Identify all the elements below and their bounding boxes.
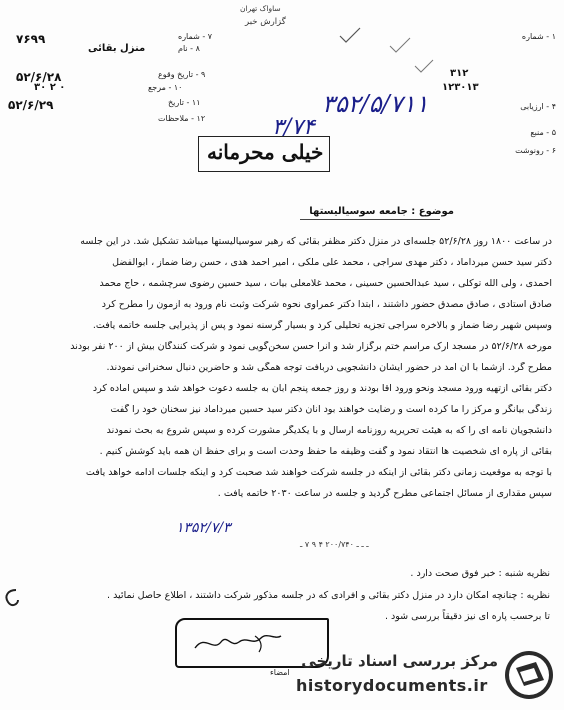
meta-label: ۶ - رونوشت — [515, 146, 556, 155]
meta-label: ۱۲ - ملاحظات — [158, 114, 206, 123]
body-line: دانشجویان نامه ای را که به هیئت تحریریه روزنامه ارسال و با یکدیگر مشورت کرده و سپس شروع به بحث نمودند — [106, 425, 552, 436]
signature-label: امضاء — [270, 668, 290, 677]
ref-number: ۳۰ ۲ ۰ — [34, 82, 66, 93]
body-line: سپس مقداری از مسائل اجتماعی مطرح گردید و جلسه در ساعت ۲۰۳۰ خاتمه یافت . — [217, 488, 552, 499]
opinion-line-1: نظریه شنبه : خبر فوق صحت دارد . — [410, 568, 550, 579]
header-top-center: ساواک تهران — [240, 4, 281, 13]
archive-website: historydocuments.ir — [296, 676, 488, 695]
right-meta-block — [420, 32, 560, 162]
body-line: مورخه ۵۲/۶/۲۸ در مسجد ارک مراسم ختم برگزار شد و آنرا حسن سخن‌گویی نمود و شرکت کنندگان بیش از ۲۰۰ نفر بودند — [70, 341, 552, 352]
subject-underline — [300, 219, 440, 220]
body-line: وسپس شهیر رضا ضماز و بالاخره سراجی تجزیه تحلیلی کرد و بسیار گرسنه نمود و پس از پذیرایی جلسه خاتمه یافت. — [92, 320, 552, 331]
meta-label: ۸ - نام — [178, 44, 200, 53]
meta-label: ۷ - شماره — [178, 32, 213, 41]
archive-sub-number: ۳/۷۴ — [272, 115, 315, 140]
meta-value: ۳۱۲ — [450, 68, 469, 79]
place-value: منزل بقائی — [88, 43, 146, 54]
body-line: احمدی ، ولی الله توکلی ، سید عبدالحسین حسینی ، محمد غلامعلی بیات ، سید حسین رضوی سرچشمه ، حاج محمد — [99, 278, 552, 289]
subject-line: موضوع : جامعه سوسیالیستها — [309, 206, 454, 217]
margin-mark — [0, 586, 22, 610]
left-meta-block — [8, 32, 228, 132]
meta-label: ۹ - تاریخ وقوع — [158, 70, 206, 79]
doc-number: ۷۶۹۹ — [16, 32, 46, 46]
classification-text: خیلی محرمانه — [207, 140, 324, 164]
body-line: دکتر بقائی ازتهیه ورود مسجد ونحو ورود آقا بودند و روز جمعه پنجم آبان به جلسه دعوت خواهد شد و سپس آماده کرد — [92, 383, 552, 394]
footer-logo — [290, 644, 560, 706]
meta-value: ۱۲۳۰۱۳ — [442, 82, 479, 93]
meta-label: ۵ - منبع — [530, 128, 556, 137]
report-title: گزارش خبر — [245, 17, 286, 27]
classification-stamp — [198, 136, 330, 172]
body-line: در ساعت ۱۸۰۰ روز ۵۲/۶/۲۸ جلسه‌ای در منزل دکتر مظفر بقائی که رهبر سوسیالیستها میباشد تشکیل شد. در این جلسه — [80, 236, 552, 247]
body-line: دکتر سید حسن میرداماد ، دکتر مهدی سراجی ، محمد علی ملکی ، امیر احمد هدی ، حسن رضا ضماز ، ابوالفضل — [112, 257, 552, 268]
check-marks — [330, 18, 440, 78]
body-line: با توجه به موقعیت زمانی دکتر بقائی از اینکه در جلسه شرکت خواهند شد صحبت کرد و اینکه جلسات ادامه خواهد یافت — [85, 467, 552, 478]
handwritten-date: ۱۳۵۲/۷/۳ — [176, 520, 231, 536]
body-line: مطرح گرد. ازشما با آن آمد در حضور ایشان دانشجویی دربافت توجه همگی شد و حاضرین دنبال سخنرانی نمودند. — [106, 362, 552, 373]
opinion-line-2: نظریه : چنانچه امکان دارد در منزل دکتر بقائی و افرادی که در جلسه مذکور شرکت داشتند ، اطلاع حاصل نمائید . — [107, 590, 550, 601]
body-line: زندگی بیانگر و مرکز را ما کرده است و رضایت خواهند بود آنان دکتر سید حسین میرداماد نیز سخنان خود را گفت — [110, 404, 552, 415]
archive-logo-icon — [502, 648, 556, 702]
meta-label: ۱ - شماره — [521, 32, 556, 41]
meta-label: ۱۰ - مرجع — [148, 83, 183, 92]
note-line: ـ ـ ـ ۲۰۰/۷۴۰ ۴ ۹ ۷ ـ — [300, 540, 369, 549]
archive-number: ۳۵۲/۵/۷۱۱ — [322, 90, 429, 118]
report-date: ۵۲/۶/۲۹ — [8, 98, 54, 112]
meta-label: ۴ - ارزیابی — [520, 102, 556, 111]
opinion-line-3: تا برحسب پاره ای نیز دقیقاً بررسی شود . — [385, 611, 550, 622]
archive-center-name: مرکز بررسی اسناد تاریخی — [301, 652, 498, 670]
body-line: بقائی از پاره ای شخصیت ها انتقاد نمود و گفت وظیفه ما حفظ وحدت است و برای حفظ آن همه باید کوشش کنیم . — [99, 446, 552, 457]
body-line: صادق استادی ، صادق مصدق حضور داشتند ، ابتدا دکتر عمراوی نحوه شرکت وثبت نام ورود به آزمون را مطرح کرد — [101, 299, 552, 310]
meta-label: ۱۱ - تاریخ — [168, 98, 201, 107]
event-date: ۵۲/۶/۲۸ — [16, 70, 62, 84]
